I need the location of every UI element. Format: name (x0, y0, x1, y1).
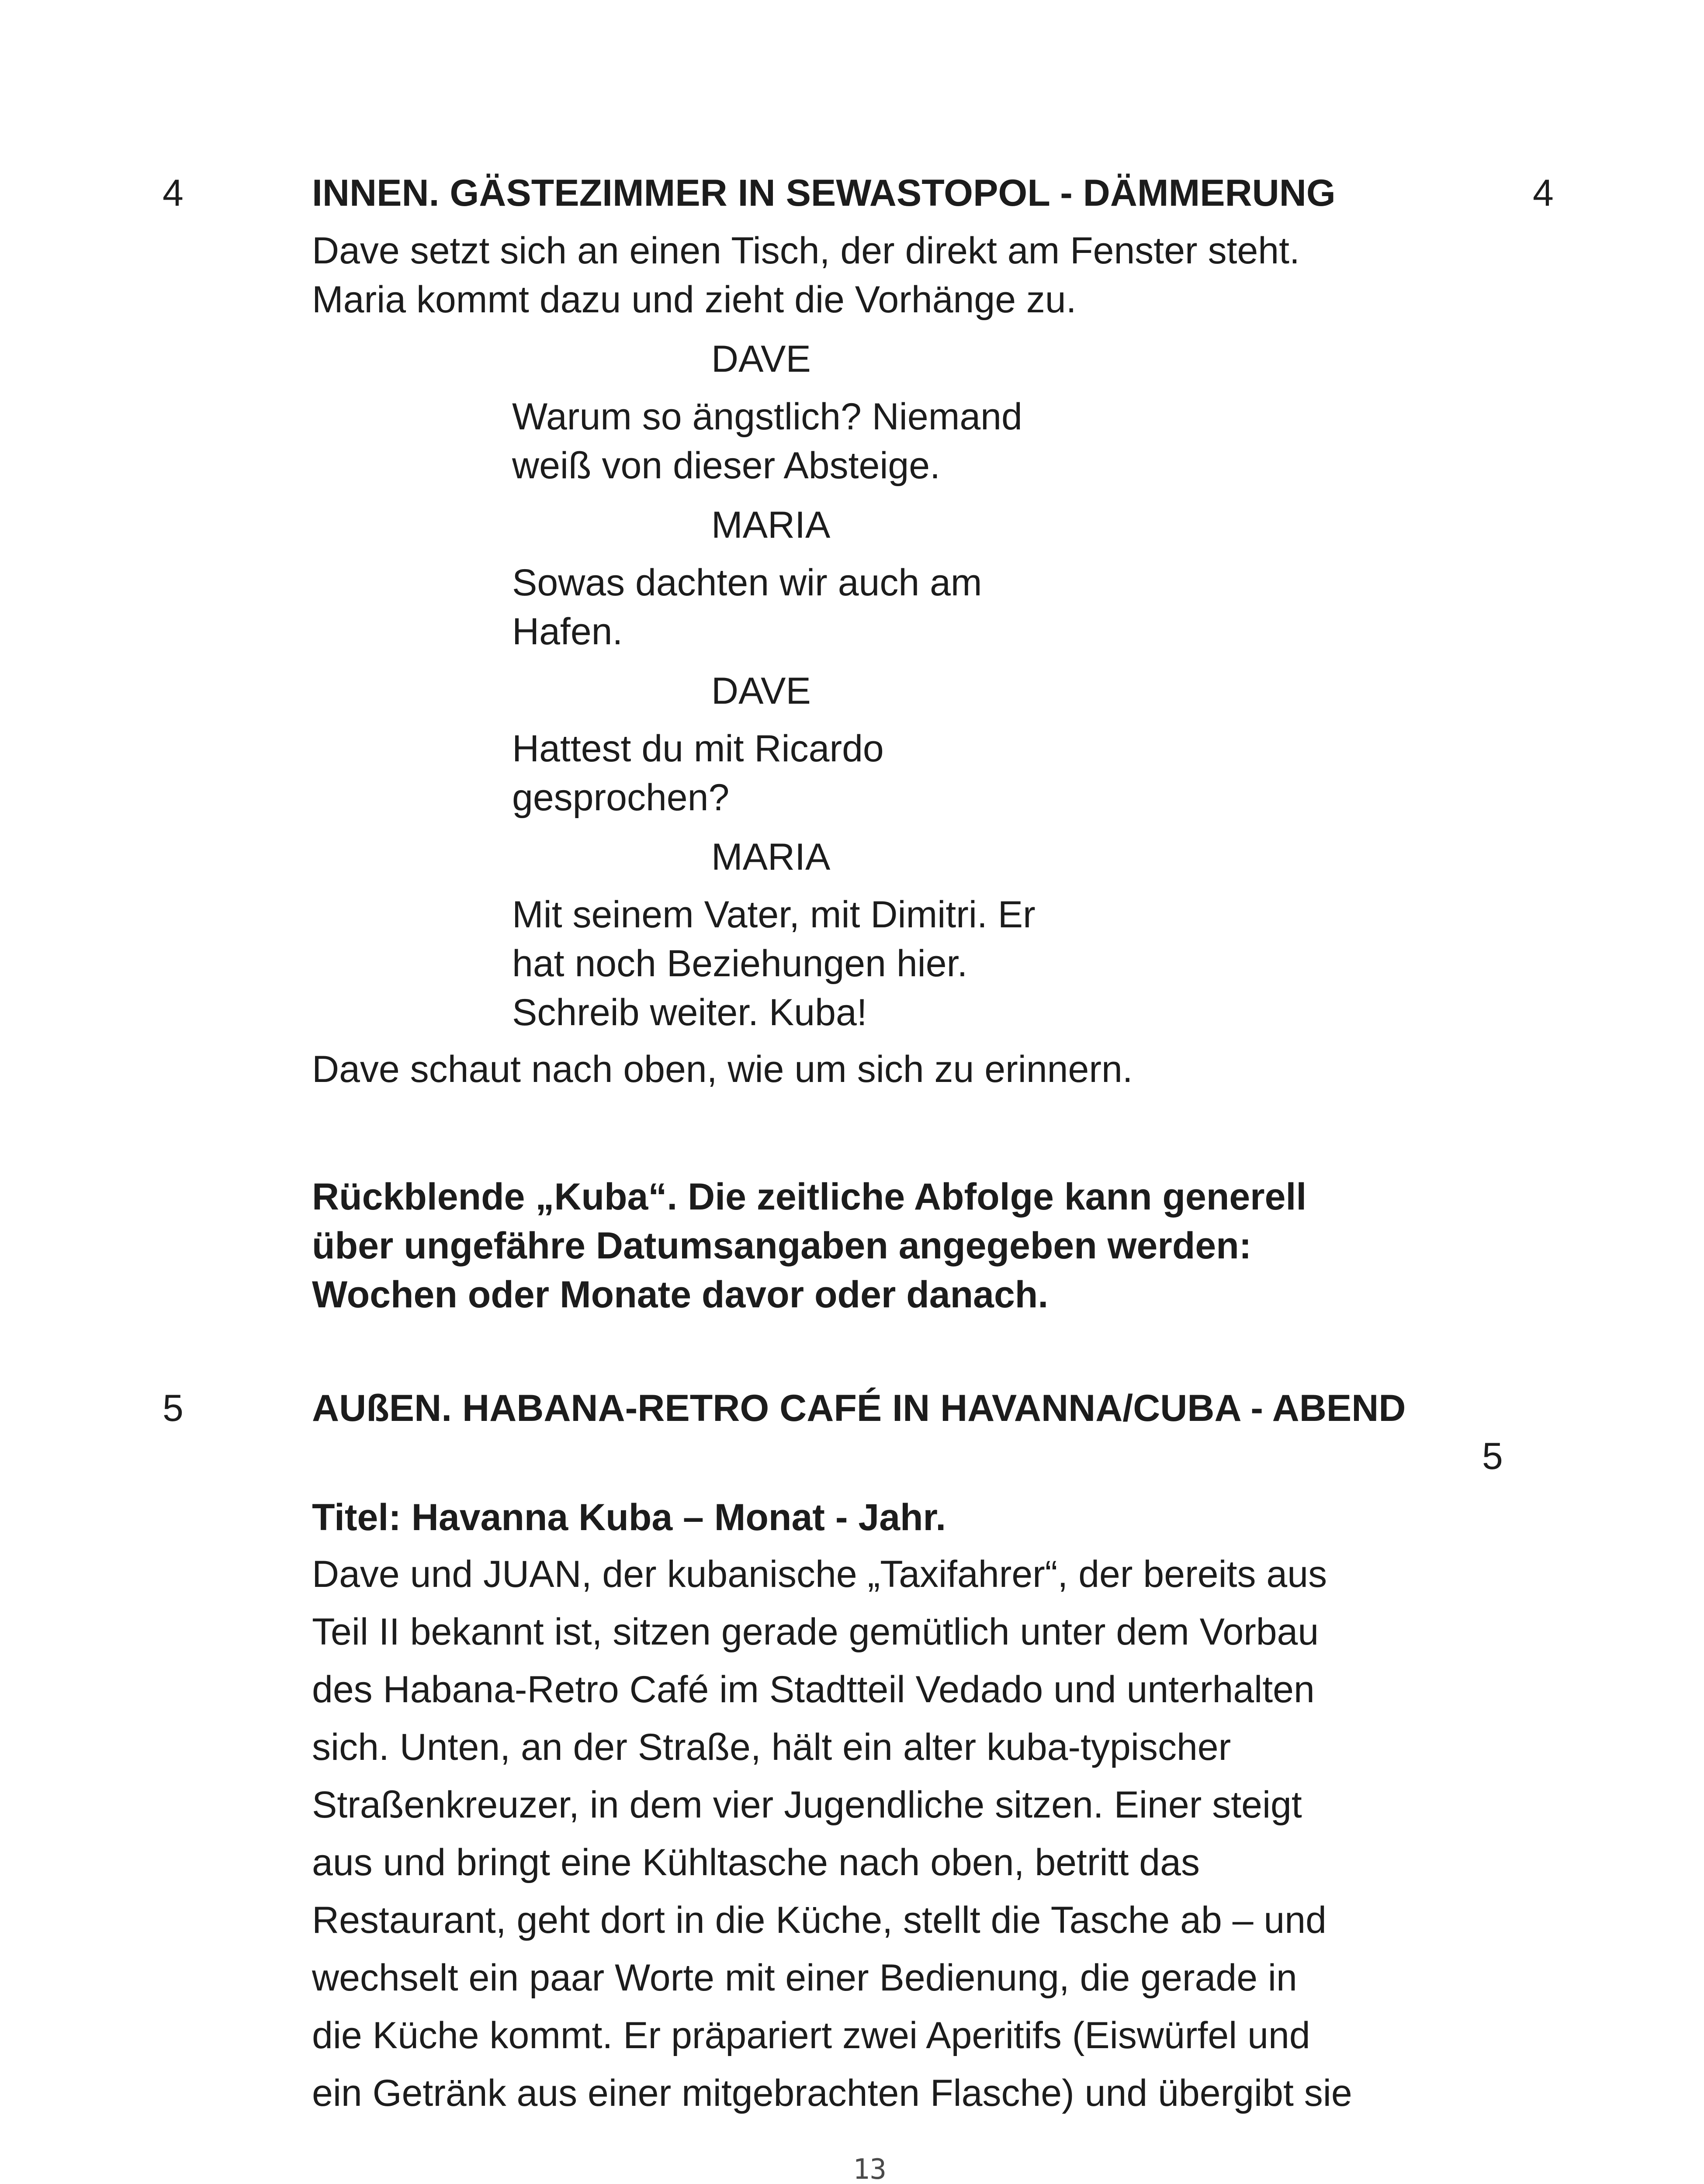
action-line: sich. Unten, an der Straße, hält ein alter kuba-typischer (312, 1726, 1231, 1768)
dialogue-block (512, 890, 1036, 1037)
character-name: DAVE (711, 670, 811, 712)
scene-number-left: 4 (163, 172, 184, 214)
action-line: ein Getränk aus einer mitgebrachten Flasche) und übergibt sie (312, 2072, 1352, 2114)
scene-number-right: 4 (1533, 172, 1554, 214)
character-name: MARIA (711, 504, 831, 546)
dialogue-line: weiß von dieser Absteige. (512, 445, 940, 487)
action-line: die Küche kommt. Er präpariert zwei Aperitifs (Eiswürfel und (312, 2015, 1310, 2056)
dialogue-line: hat noch Beziehungen hier. (512, 943, 968, 985)
scene-number-left: 5 (163, 1387, 184, 1429)
action-line: Straßenkreuzer, in dem vier Jugendliche sitzen. Einer steigt (312, 1784, 1302, 1826)
note-line: Wochen oder Monate davor oder danach. (312, 1274, 1049, 1316)
action-line: wechselt ein paar Worte mit einer Bedienung, die gerade in (312, 1957, 1297, 1999)
dialogue-line: Schreib weiter. Kuba! (512, 992, 867, 1033)
dialogue-block (512, 558, 982, 656)
action-line: Dave setzt sich an einen Tisch, der direkt am Fenster steht. (312, 230, 1300, 272)
dialogue-line: Mit seinem Vater, mit Dimitri. Er (512, 894, 1036, 936)
action-line: Maria kommt dazu und zieht die Vorhänge zu. (312, 279, 1077, 321)
action-line: Restaurant, geht dort in die Küche, stellt die Tasche ab – und (312, 1899, 1326, 1941)
scene-number-right: 5 (1482, 1435, 1503, 1477)
action-line: Dave und JUAN, der kubanische „Taxifahrer“, der bereits aus (312, 1553, 1327, 1595)
action-line: Teil II bekannt ist, sitzen gerade gemütlich unter dem Vorbau (312, 1611, 1319, 1653)
dialogue-line: gesprochen? (512, 777, 730, 819)
title-card: Titel: Havanna Kuba – Monat - Jahr. (312, 1496, 946, 1538)
dialogue-block (512, 724, 884, 822)
note-line: Rückblende „Kuba“. Die zeitliche Abfolge kann generell (312, 1176, 1307, 1218)
character-name: DAVE (711, 338, 811, 380)
page-number: 13 (853, 2153, 887, 2184)
scene-heading: AUßEN. HABANA-RETRO CAFÉ IN HAVANNA/CUBA - ABEND (312, 1387, 1406, 1429)
dialogue-line: Warum so ängstlich? Niemand (512, 396, 1022, 438)
dialogue-line: Sowas dachten wir auch am (512, 562, 982, 604)
action-line: aus und bringt eine Kühltasche nach oben, betritt das (312, 1842, 1200, 1883)
dialogue-block (512, 392, 1022, 490)
flashback-note (312, 1172, 1306, 1319)
action-block (312, 226, 1300, 324)
action-line: des Habana-Retro Café im Stadtteil Vedado und unterhalten (312, 1669, 1315, 1711)
scene-heading: INNEN. GÄSTEZIMMER IN SEWASTOPOL - DÄMMERUNG (312, 172, 1336, 214)
action-block (312, 1545, 1352, 2122)
action-line: Dave schaut nach oben, wie um sich zu erinnern. (312, 1048, 1133, 1090)
dialogue-line: Hattest du mit Ricardo (512, 728, 884, 770)
character-name: MARIA (711, 836, 831, 878)
dialogue-line: Hafen. (512, 611, 623, 653)
note-line: über ungefähre Datumsangaben angegeben werden: (312, 1225, 1252, 1267)
